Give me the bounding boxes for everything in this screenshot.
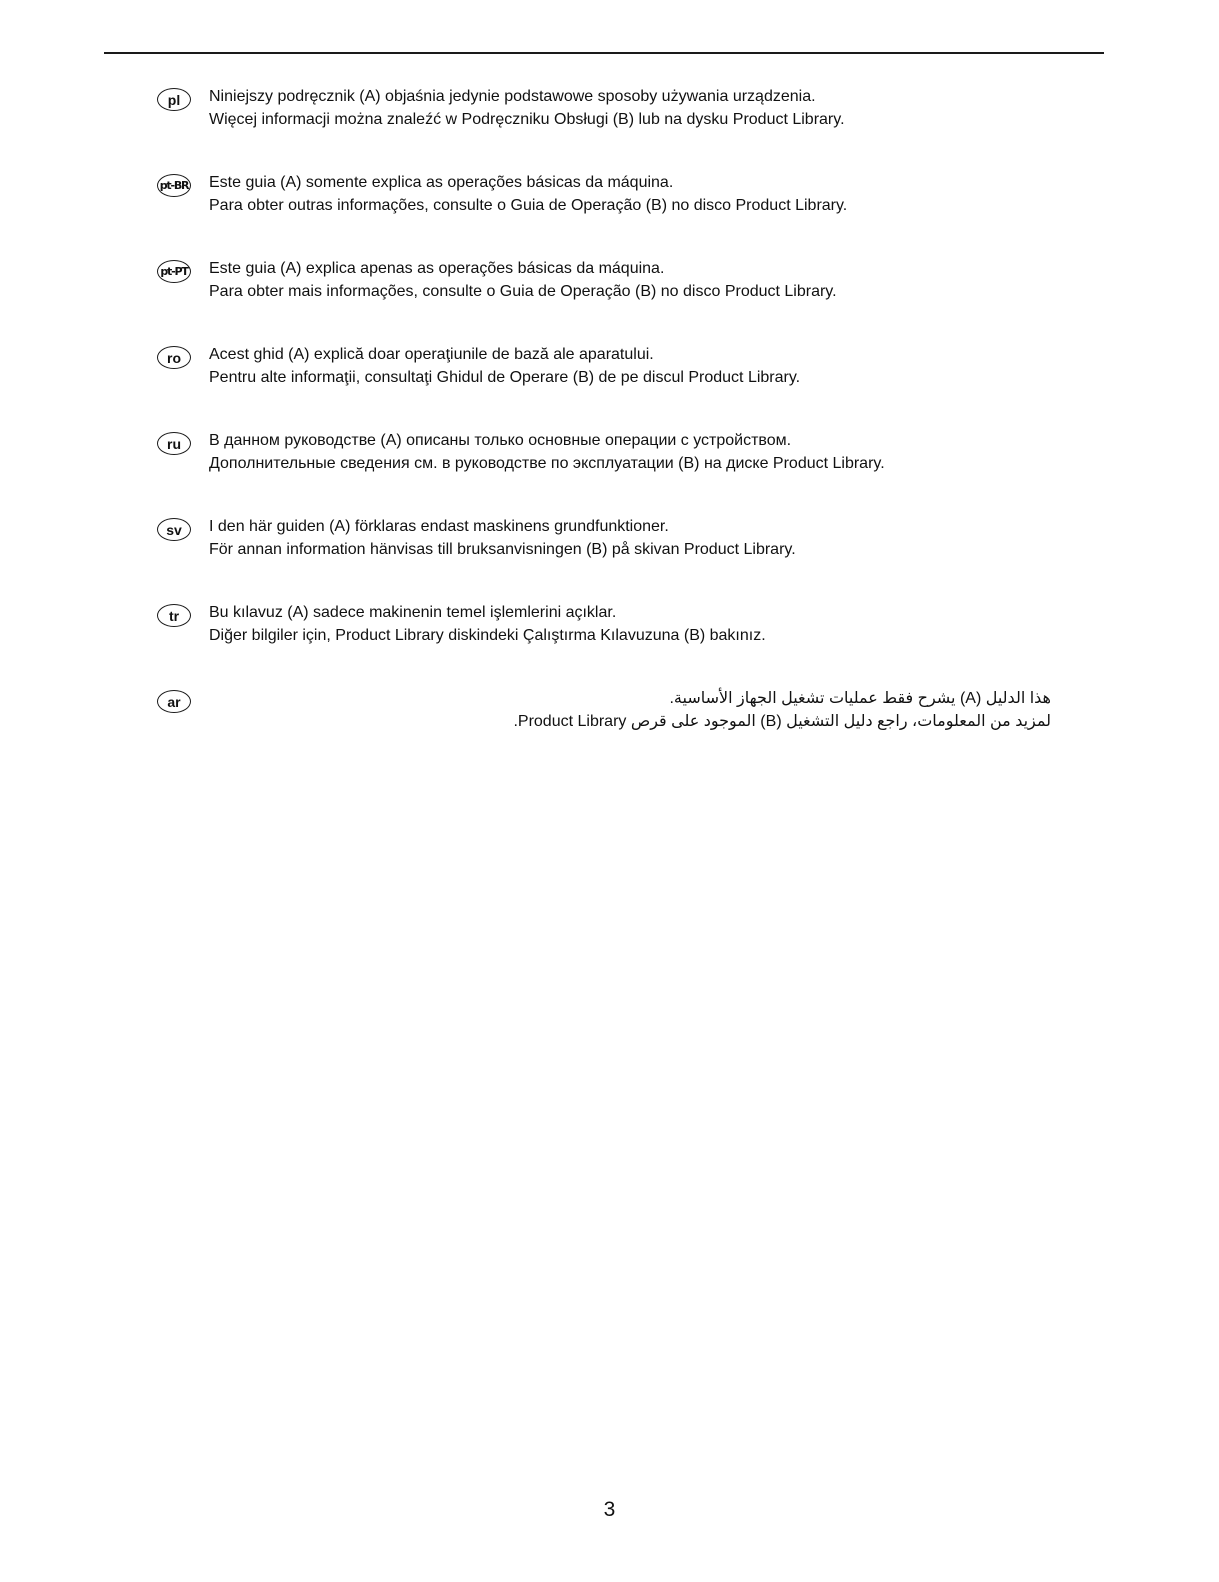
entry-sv bbox=[0, 516, 1219, 602]
entry-pt-br bbox=[0, 172, 1219, 258]
entry-line-1: هذا الدليل (A) يشرح فقط عمليات تشغيل الجهاز الأساسية. bbox=[669, 690, 1051, 707]
entry-line-2: Pentru alte informaţii, consultaţi Ghidul de Operare (B) de pe discul Product Library. bbox=[209, 368, 801, 386]
language-badge-tr: tr bbox=[157, 604, 191, 627]
language-entries bbox=[0, 86, 1219, 774]
entry-pt-pt bbox=[0, 258, 1219, 344]
entry-line-2: Więcej informacji można znaleźć w Podręczniku Obsługi (B) lub na dysku Product Library. bbox=[209, 110, 845, 128]
entry-ar bbox=[0, 688, 1219, 774]
entry-line-2: Diğer bilgiler için, Product Library diskindeki Çalıştırma Kılavuzuna (B) bakınız. bbox=[209, 626, 766, 644]
entry-text-pl bbox=[209, 86, 1059, 131]
entry-line-1: I den här guiden (A) förklaras endast maskinens grundfunktioner. bbox=[209, 518, 669, 535]
entry-line-1: Acest ghid (A) explică doar operaţiunile de bază ale aparatului. bbox=[209, 346, 654, 363]
entry-line-2: Para obter outras informações, consulte o Guia de Operação (B) no disco Product Library. bbox=[209, 196, 848, 214]
entry-line-2: Дополнительные сведения см. в руководстве по эксплуатации (B) на диске Product Library. bbox=[209, 454, 885, 472]
language-badge-pt-br: pt-BR bbox=[157, 174, 191, 197]
entry-text-sv bbox=[209, 516, 1059, 561]
entry-text-pt-pt bbox=[209, 258, 1059, 303]
entry-line-1: Este guia (A) somente explica as operações básicas da máquina. bbox=[209, 174, 674, 191]
top-rule bbox=[104, 52, 1104, 54]
entry-line-1: В данном руководстве (A) описаны только основные операции с устройством. bbox=[209, 432, 792, 449]
entry-line-1: Niniejszy podręcznik (A) objaśnia jedynie podstawowe sposoby używania urządzenia. bbox=[209, 88, 816, 105]
entry-line-2: För annan information hänvisas till bruksanvisningen (B) på skivan Product Library. bbox=[209, 540, 796, 558]
entry-line-2: لمزيد من المعلومات، راجع دليل التشغيل (B) الموجود على قرص Product Library. bbox=[513, 712, 1051, 730]
entry-ro bbox=[0, 344, 1219, 430]
language-badge-ro: ro bbox=[157, 346, 191, 369]
entry-text-ru bbox=[209, 430, 1059, 475]
language-badge-pt-pt: pt-PT bbox=[157, 260, 191, 283]
language-badge-pl: pl bbox=[157, 88, 191, 111]
entry-text-ro bbox=[209, 344, 1059, 389]
language-badge-sv: sv bbox=[157, 518, 191, 541]
page-number: 3 bbox=[603, 1498, 616, 1521]
entry-ru bbox=[0, 430, 1219, 516]
entry-line-2: Para obter mais informações, consulte o Guia de Operação (B) no disco Product Library. bbox=[209, 282, 837, 300]
entry-text-ar bbox=[209, 688, 1051, 733]
entry-line-1: Bu kılavuz (A) sadece makinenin temel işlemlerini açıklar. bbox=[209, 604, 617, 621]
entry-text-pt-br bbox=[209, 172, 1059, 217]
entry-text-tr bbox=[209, 602, 1059, 647]
language-badge-ar: ar bbox=[157, 690, 191, 713]
entry-line-1: Este guia (A) explica apenas as operações básicas da máquina. bbox=[209, 260, 665, 277]
entry-tr bbox=[0, 602, 1219, 688]
language-badge-ru: ru bbox=[157, 432, 191, 455]
entry-pl bbox=[0, 86, 1219, 172]
